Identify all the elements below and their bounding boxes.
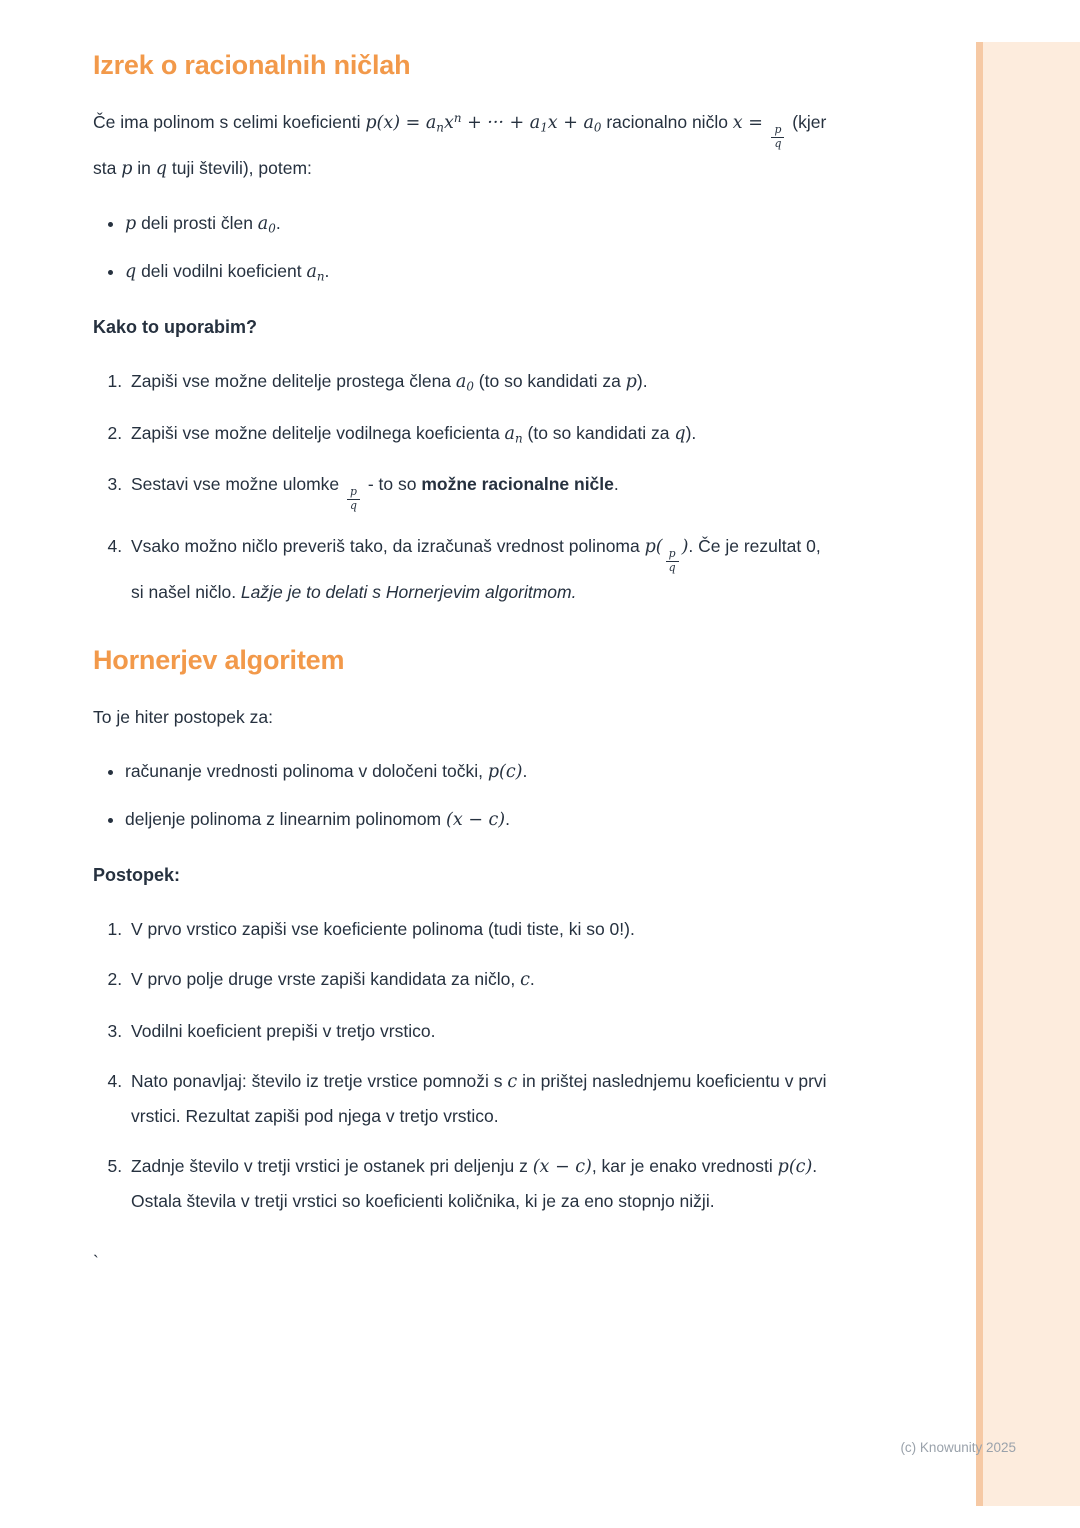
text-segment: Nato ponavljaj: število iz tretje vrstice pomnoži s xyxy=(131,1070,508,1091)
list-item xyxy=(127,962,830,997)
usage-steps-list xyxy=(93,364,830,608)
text-segment: To je hiter postopek za: xyxy=(93,706,273,727)
text-segment: n xyxy=(514,430,523,445)
text-segment: x xyxy=(443,113,454,133)
page-edge-decoration xyxy=(976,42,1080,1506)
text-segment: a xyxy=(455,372,467,393)
text-segment: V prvo vrstico zapiši vse koeficiente polinoma (tudi tiste, ki so 0!). xyxy=(131,919,635,940)
text-segment: x xyxy=(547,113,558,133)
text-segment: (x − c) xyxy=(446,810,506,831)
list-item xyxy=(127,912,830,946)
fraction: $\frac{p}{q}$ xyxy=(347,486,360,513)
text-segment: tuji števili), potem: xyxy=(166,157,312,178)
text-segment: (kjer sta xyxy=(93,112,827,178)
text-segment: n xyxy=(316,269,325,284)
text-segment: c xyxy=(520,970,530,991)
text-segment: ) xyxy=(681,536,689,557)
text-segment: , kar je enako vrednosti xyxy=(591,1155,778,1176)
text-segment: a xyxy=(504,423,515,444)
text-segment: . xyxy=(505,809,510,830)
list-item xyxy=(127,1149,830,1218)
list-item xyxy=(125,755,830,789)
text-segment: p( xyxy=(644,536,663,557)
text-segment: racionalno ničlo xyxy=(601,112,733,132)
text-segment: p xyxy=(125,213,137,234)
text-segment: Zadnje število v tretji vrstici je ostanek pri deljenju z xyxy=(131,1155,533,1176)
text-segment: deljenje polinoma z linearnim polinomom xyxy=(125,809,446,830)
text-segment: p(x) = a xyxy=(365,113,437,133)
text-segment: in prištej naslednjemu koeficientu v prvi vrstici. Rezultat zapiši pod njega v tretjo vrstico. xyxy=(131,1070,827,1126)
text-segment: in xyxy=(132,157,156,178)
text-segment: deli vodilni koeficient xyxy=(136,261,307,282)
text-segment: q xyxy=(155,158,167,179)
text-segment: 0 xyxy=(466,379,474,394)
text-segment: - to so xyxy=(362,473,422,494)
text-segment: q xyxy=(125,262,137,283)
subheading-how-to-use: Kako to uporabim? xyxy=(93,317,258,338)
text-segment: . Ostala števila v tretji vrstici so koeficienti količnika, ki je za eno stopnjo nižji. xyxy=(131,1155,818,1212)
list-item xyxy=(127,364,830,399)
text-segment: Vodilni koeficient prepiši v tretjo vrstico. xyxy=(131,1020,436,1041)
text-segment: Sestavi vse možne ulomke xyxy=(131,473,345,494)
fraction: $\frac{p}{q}$ xyxy=(771,124,784,151)
text-segment: p(c) xyxy=(487,761,523,782)
text-segment: 0 xyxy=(268,221,276,236)
subheading-procedure: Postopek: xyxy=(93,865,181,886)
text-segment: (x − c) xyxy=(532,1156,592,1177)
text-segment: a xyxy=(257,213,269,234)
text-segment: Če ima polinom s celimi koeficienti xyxy=(93,112,366,132)
text-segment: V prvo polje druge vrste zapiši kandidata za ničlo, xyxy=(131,969,521,990)
text-segment: + ··· + a xyxy=(461,113,541,133)
text-segment: možne racionalne ničle xyxy=(421,473,614,494)
rational-zeros-conditions-list xyxy=(93,207,830,290)
section-title-rational-zeros: Izrek o racionalnih ničlah xyxy=(93,50,411,80)
text-segment: 1 xyxy=(540,120,548,135)
text-segment: p(c) xyxy=(777,1156,813,1177)
list-item xyxy=(127,1014,830,1048)
rational-zeros-intro-paragraph xyxy=(93,105,830,187)
text-segment: (to so kandidati za xyxy=(522,422,675,443)
list-item xyxy=(125,207,830,241)
text-segment: Lažje je to delati s Hornerjevim algoritmom. xyxy=(240,581,577,602)
list-item xyxy=(125,803,830,837)
text-segment: 0 xyxy=(593,120,602,135)
text-segment: . xyxy=(529,969,535,990)
text-segment: . xyxy=(324,261,330,282)
text-segment: x = xyxy=(732,113,769,133)
horner-intro-paragraph xyxy=(93,700,830,735)
text-segment: q xyxy=(674,423,686,444)
procedure-steps-list xyxy=(93,912,830,1218)
document-content xyxy=(93,50,830,1273)
list-item xyxy=(127,467,830,513)
text-segment: p xyxy=(625,372,637,393)
text-segment: Zapiši vse možne delitelje vodilnega koeficienta xyxy=(131,422,505,443)
text-segment: Zapiši vse možne delitelje prostega člena xyxy=(131,371,456,392)
text-segment: (to so kandidati za xyxy=(473,371,626,392)
horner-uses-list xyxy=(93,755,830,838)
text-segment: n xyxy=(436,120,444,135)
text-segment: . xyxy=(275,212,281,233)
fraction: $\frac{p}{q}$ xyxy=(666,548,679,575)
text-segment: Vsako možno ničlo preveriš tako, da izračunaš vrednost polinoma xyxy=(131,535,645,556)
list-item xyxy=(125,255,830,289)
text-segment: + a xyxy=(557,113,594,133)
text-segment: p xyxy=(121,158,133,179)
text-segment: a xyxy=(306,262,317,283)
text-segment: n xyxy=(453,110,462,125)
copyright-notice: (c) Knowunity 2025 xyxy=(900,1440,1016,1455)
text-segment: . xyxy=(522,760,528,781)
list-item xyxy=(127,416,830,451)
text-segment: računanje vrednosti polinoma v določeni točki, xyxy=(125,760,488,781)
text-segment: ). xyxy=(685,422,697,443)
text-segment: ). xyxy=(636,371,648,392)
list-item xyxy=(127,1064,830,1133)
text-segment: . xyxy=(613,473,619,494)
text-segment: deli prosti člen xyxy=(136,212,258,233)
section-title-horner-algorithm: Hornerjev algoritem xyxy=(93,644,345,675)
text-segment: . Če je rezultat 0, si našel ničlo. xyxy=(131,535,821,602)
list-item xyxy=(127,529,830,609)
text-segment: c xyxy=(507,1071,518,1092)
stray-backtick-character: ` xyxy=(93,1252,99,1273)
